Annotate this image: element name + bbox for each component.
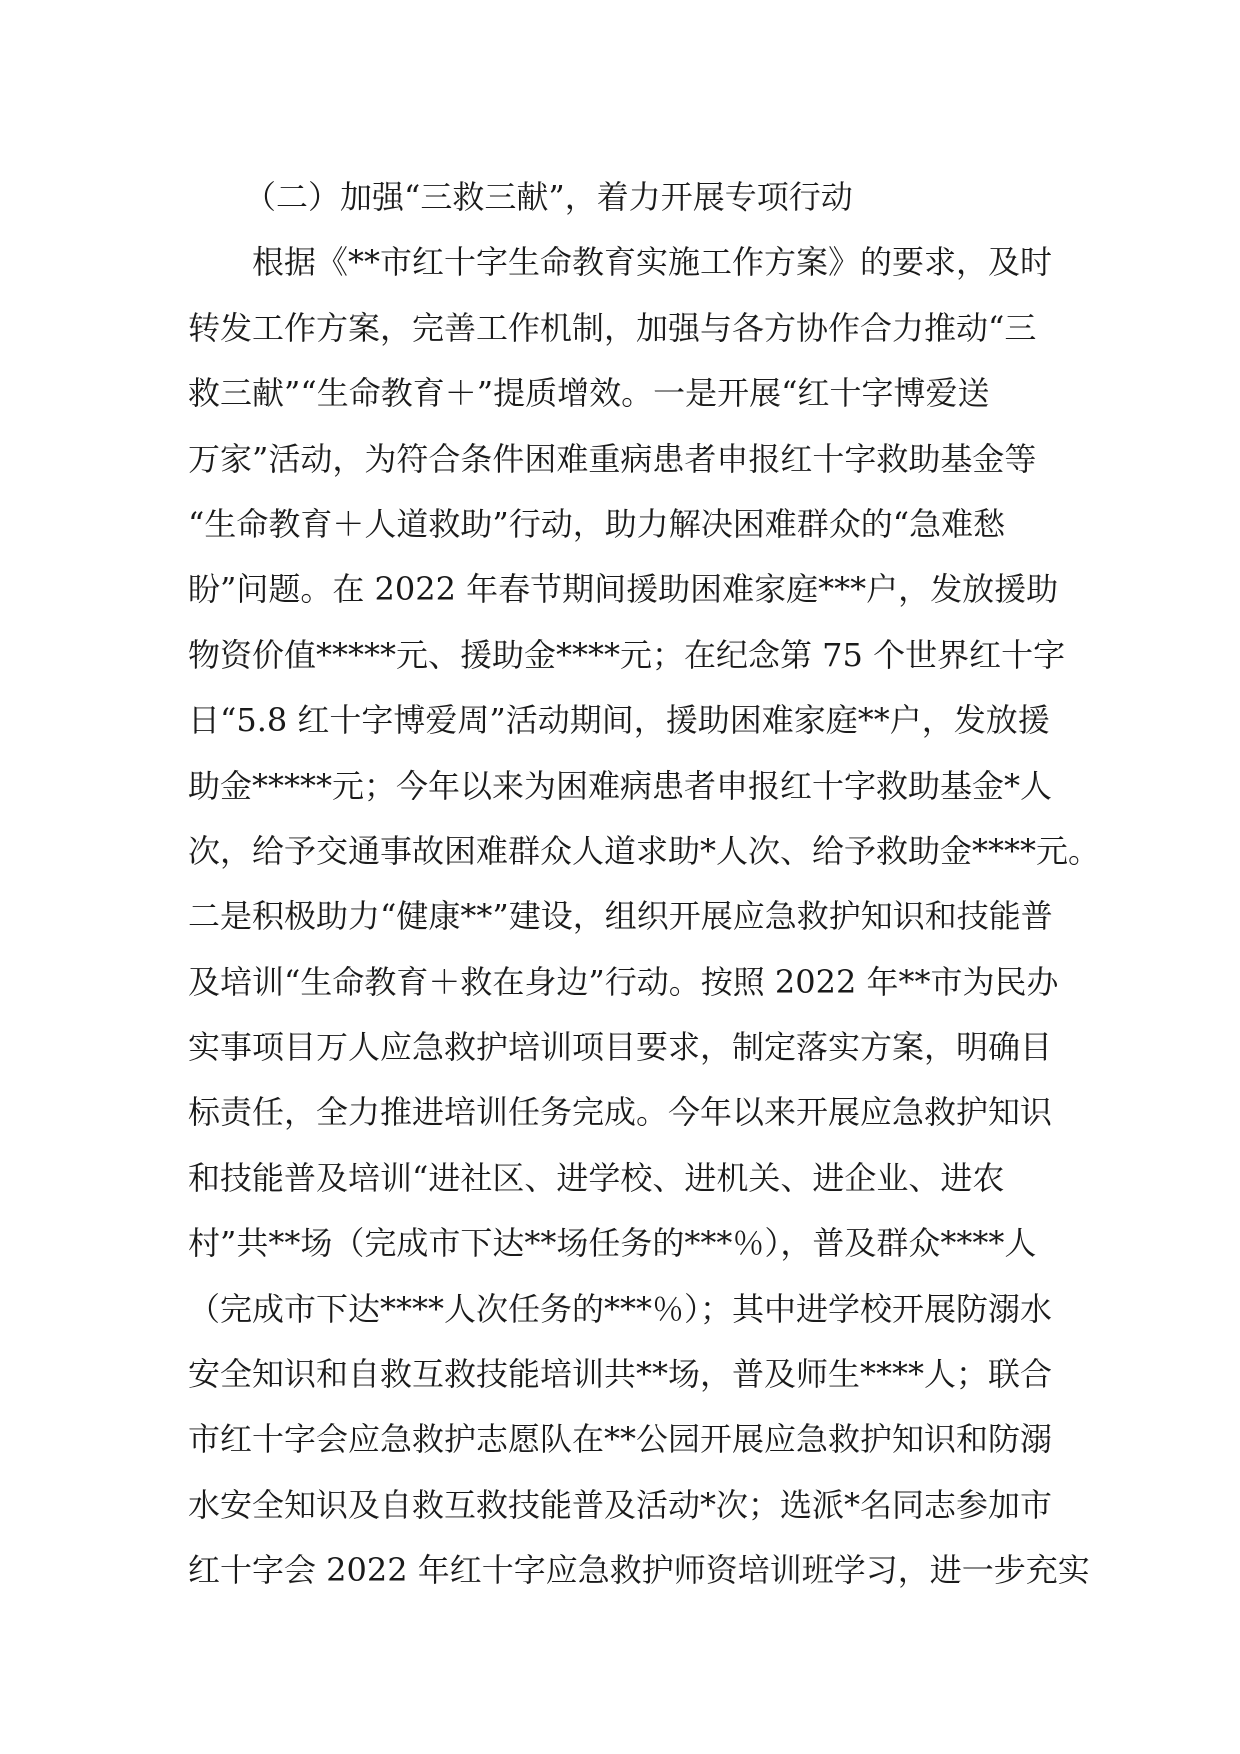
paragraph-line: 标责任，全力推进培训任务完成。今年以来开展应急救护知识 (188, 1093, 1053, 1132)
paragraph-line: 红十字会 2022 年红十字应急救护师资培训班学习，进一步充实 (188, 1551, 1090, 1590)
paragraph-line: 水安全知识及自救互救技能普及活动*次；选派*名同志参加市 (188, 1485, 1053, 1524)
paragraph-line: 根据《**市红十字生命教育实施工作方案》的要求，及时 (252, 243, 1053, 282)
paragraph-line: 物资价值*****元、援助金****元；在纪念第 75 个世界红十字 (188, 635, 1066, 674)
paragraph-line: 实事项目万人应急救护培训项目要求，制定落实方案，明确目 (188, 1028, 1053, 1067)
paragraph-line: “生命教育＋人道救助”行动，助力解决困难群众的“急难愁 (188, 504, 1006, 543)
paragraph-line: 助金*****元；今年以来为困难病患者申报红十字救助基金*人 (188, 766, 1053, 805)
paragraph-line: 日“5.8 红十字博爱周”活动期间，援助困难家庭**户，发放援 (188, 701, 1050, 740)
paragraph-line: 安全知识和自救互救技能培训共**场，普及师生****人；联合 (188, 1355, 1053, 1394)
paragraph-line: 盼”问题。在 2022 年春节期间援助困难家庭***户，发放援助 (188, 570, 1059, 609)
paragraph-line: 次，给予交通事故困难群众人道求助*人次、给予救助金****元。 (188, 831, 1101, 870)
paragraph-line: 及培训“生命教育＋救在身边”行动。按照 2022 年**市为民办 (188, 962, 1059, 1001)
section-heading: （二）加强“三救三献”，着力开展专项行动 (244, 178, 853, 216)
document-body (188, 165, 1101, 1604)
paragraph-line: 转发工作方案，完善工作机制，加强与各方协作合力推动“三 (188, 308, 1037, 347)
paragraph-line: 救三献”“生命教育＋”提质增效。一是开展“红十字博爱送 (188, 374, 990, 413)
paragraph-line: 二是积极助力“健康**”建设，组织开展应急救护知识和技能普 (188, 897, 1053, 936)
paragraph-line: （完成市下达****人次任务的***％）；其中进学校开展防溺水 (188, 1289, 1053, 1328)
paragraph-line: 村”共**场（完成市下达**场任务的***％），普及群众****人 (188, 1224, 1037, 1263)
paragraph-line: 和技能普及培训“进社区、进学校、进机关、进企业、进农 (188, 1158, 1005, 1197)
paragraph-line: 万家”活动，为符合条件困难重病患者申报红十字救助基金等 (188, 439, 1037, 478)
paragraph-line: 市红十字会应急救护志愿队在**公园开展应急救护知识和防溺 (188, 1420, 1053, 1459)
